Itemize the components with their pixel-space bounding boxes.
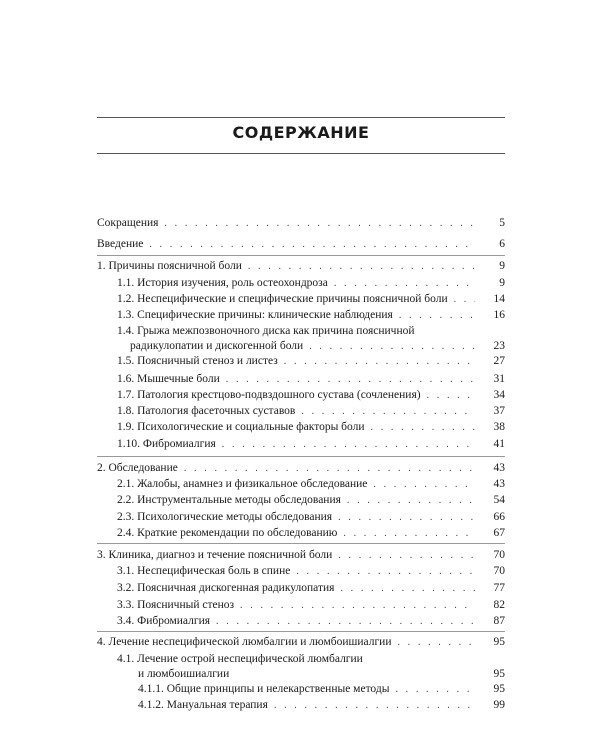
toc-page-number: 95 [493,668,505,680]
toc-entry-1-6[interactable] [117,371,505,387]
section-divider [97,456,505,457]
toc-label: 1.10. Фибромиалгия [117,438,216,450]
toc-entry-abbreviations[interactable] [97,215,505,231]
toc-label: 3.4. Фибромиалгия [117,615,211,627]
toc-page-number: 9 [499,260,505,272]
toc-entry-3-3[interactable] [117,597,505,613]
toc-label: 3.1. Неспецифическая боль в спине [117,565,291,577]
toc-page-number: 41 [493,438,505,450]
toc-label: радикулопатии и дискогенной боли [130,340,304,352]
toc-entry-2-3[interactable] [117,509,505,525]
toc-label: Введение [97,238,144,250]
toc-entry-3-4[interactable] [117,613,505,629]
toc-page-number: 16 [493,309,505,321]
toc-label: 1.5. Поясничный стеноз и листез [117,355,278,367]
toc-entry-2-2[interactable] [117,492,505,508]
toc-label: 1.7. Патология крестцово-подвздошного сустава (сочленения) [117,389,421,401]
toc-label: 2.3. Психологические методы обследования [117,511,333,523]
toc-page-number: 54 [493,494,505,506]
toc-leader-dots [222,437,475,453]
toc-leader-dots [216,614,475,630]
toc-leader-dots [248,259,475,275]
toc-entry-chapter-3[interactable] [97,547,505,563]
toc-leader-dots [338,548,475,564]
toc-entry-2-4[interactable] [117,525,505,541]
toc-label: 4.1.2. Мануальная терапия [138,699,268,711]
toc-page-number: 38 [493,421,505,433]
toc-label: 1.1. История изучения, роль остеохондроза [117,277,328,289]
toc-page-number: 5 [499,217,505,229]
toc-label: 1.6. Мышечные боли [117,373,220,385]
toc-page-number: 23 [493,340,505,352]
toc-leader-dots [334,276,475,292]
toc-leader-dots [164,216,475,232]
toc-label: 3.3. Поясничный стеноз [117,599,235,611]
toc-page-number: 6 [499,238,505,250]
toc-page-number: 77 [493,582,505,594]
toc-entry-chapter-4[interactable] [97,634,505,650]
toc-leader-dots [427,388,475,404]
toc-page-number: 82 [493,599,505,611]
toc-page-number: 14 [493,293,505,305]
toc-entry-4-1-line1[interactable]: 4.1. Лечение острой неспецифической люмбалгии [117,653,363,665]
toc-page-number: 95 [493,636,505,648]
toc-leader-dots [373,477,475,493]
toc-label: 2. Обследование [97,462,178,474]
toc-leader-dots [340,581,475,597]
toc-entry-4-1-2[interactable] [138,697,505,713]
toc-label: 4.1.1. Общие принципы и нелекарственные методы [138,683,390,695]
toc-leader-dots [296,564,475,580]
toc-label: 3.2. Поясничная дискогенная радикулопатия [117,582,335,594]
toc-label: 3. Клиника, диагноз и течение поясничной боли [97,549,333,561]
toc-page-number: 37 [493,405,505,417]
toc-leader-dots [371,420,475,436]
toc-label: 2.1. Жалобы, анамнез и физикальное обследование [117,478,368,490]
toc-entry-1-3[interactable] [117,307,505,323]
title-bottom-rule [97,153,505,154]
toc-entry-1-10[interactable] [117,436,505,452]
toc-leader-dots [454,292,475,308]
toc-page-number: 70 [493,549,505,561]
toc-leader-dots [284,354,475,370]
toc-entry-1-4[interactable] [130,338,505,354]
toc-page-number: 99 [493,699,505,711]
toc-entry-1-8[interactable] [117,403,505,419]
toc-leader-dots [338,510,475,526]
toc-entry-4-1[interactable] [138,666,505,682]
toc-leader-dots [184,461,475,477]
toc-page-number: 27 [493,355,505,367]
toc-label: 2.2. Инструментальные методы обследования [117,494,341,506]
toc-page-number: 43 [493,462,505,474]
top-rule [97,117,505,118]
section-divider [97,255,505,256]
toc-leader-dots [226,372,475,388]
toc-page-number: 43 [493,478,505,490]
toc-label: 1.8. Патология фасеточных суставов [117,405,296,417]
toc-label: 1. Причины поясничной боли [97,260,242,272]
toc-entry-chapter-1[interactable] [97,258,505,274]
toc-label: 1.9. Психологические и социальные факторы боли [117,421,365,433]
toc-entry-3-2[interactable] [117,580,505,596]
toc-leader-dots [395,682,475,698]
toc-leader-dots [397,635,475,651]
toc-label: 1.3. Специфические причины: клинические наблюдения [117,309,393,321]
toc-label: 4. Лечение неспецифической люмбалгии и люмбоишиалгии [97,636,392,648]
toc-entry-1-7[interactable] [117,387,505,403]
page-title: СОДЕРЖАНИЕ [232,123,370,142]
toc-page-number: 67 [493,527,505,539]
toc-page-number: 34 [493,389,505,401]
toc-leader-dots [240,598,475,614]
toc-label: Сокращения [97,217,159,229]
toc-entry-4-1-1[interactable] [138,681,505,697]
toc-label: 1.2. Неспецифические и специфические причины поясничной боли [117,293,448,305]
toc-label: 2.4. Краткие рекомендации по обследованию [117,527,338,539]
toc-page-number: 87 [493,615,505,627]
toc-entry-1-2[interactable] [117,291,505,307]
toc-entry-2-1[interactable] [117,476,505,492]
toc-entry-3-1[interactable] [117,563,505,579]
toc-leader-dots [149,237,475,253]
toc-leader-dots [343,526,475,542]
toc-entry-1-5[interactable] [117,353,505,369]
toc-entry-1-9[interactable] [117,419,505,435]
toc-page-number: 70 [493,565,505,577]
toc-leader-dots [301,404,475,420]
toc-leader-dots [347,493,475,509]
toc-entry-introduction[interactable] [97,236,505,252]
toc-page-number: 95 [493,683,505,695]
toc-page-number: 9 [499,277,505,289]
toc-leader-dots [399,308,475,324]
toc-leader-dots [274,698,475,714]
toc-page-number: 31 [493,373,505,385]
toc-label: и люмбоишиалгии [138,668,230,680]
toc-entry-chapter-2[interactable] [97,460,505,476]
toc-entry-1-1[interactable] [117,275,505,291]
toc-page-number: 66 [493,511,505,523]
section-divider [97,631,505,632]
section-divider [97,543,505,544]
toc-entry-1-4-line1[interactable]: 1.4. Грыжа межпозвоночного диска как причина поясничной [117,325,415,337]
